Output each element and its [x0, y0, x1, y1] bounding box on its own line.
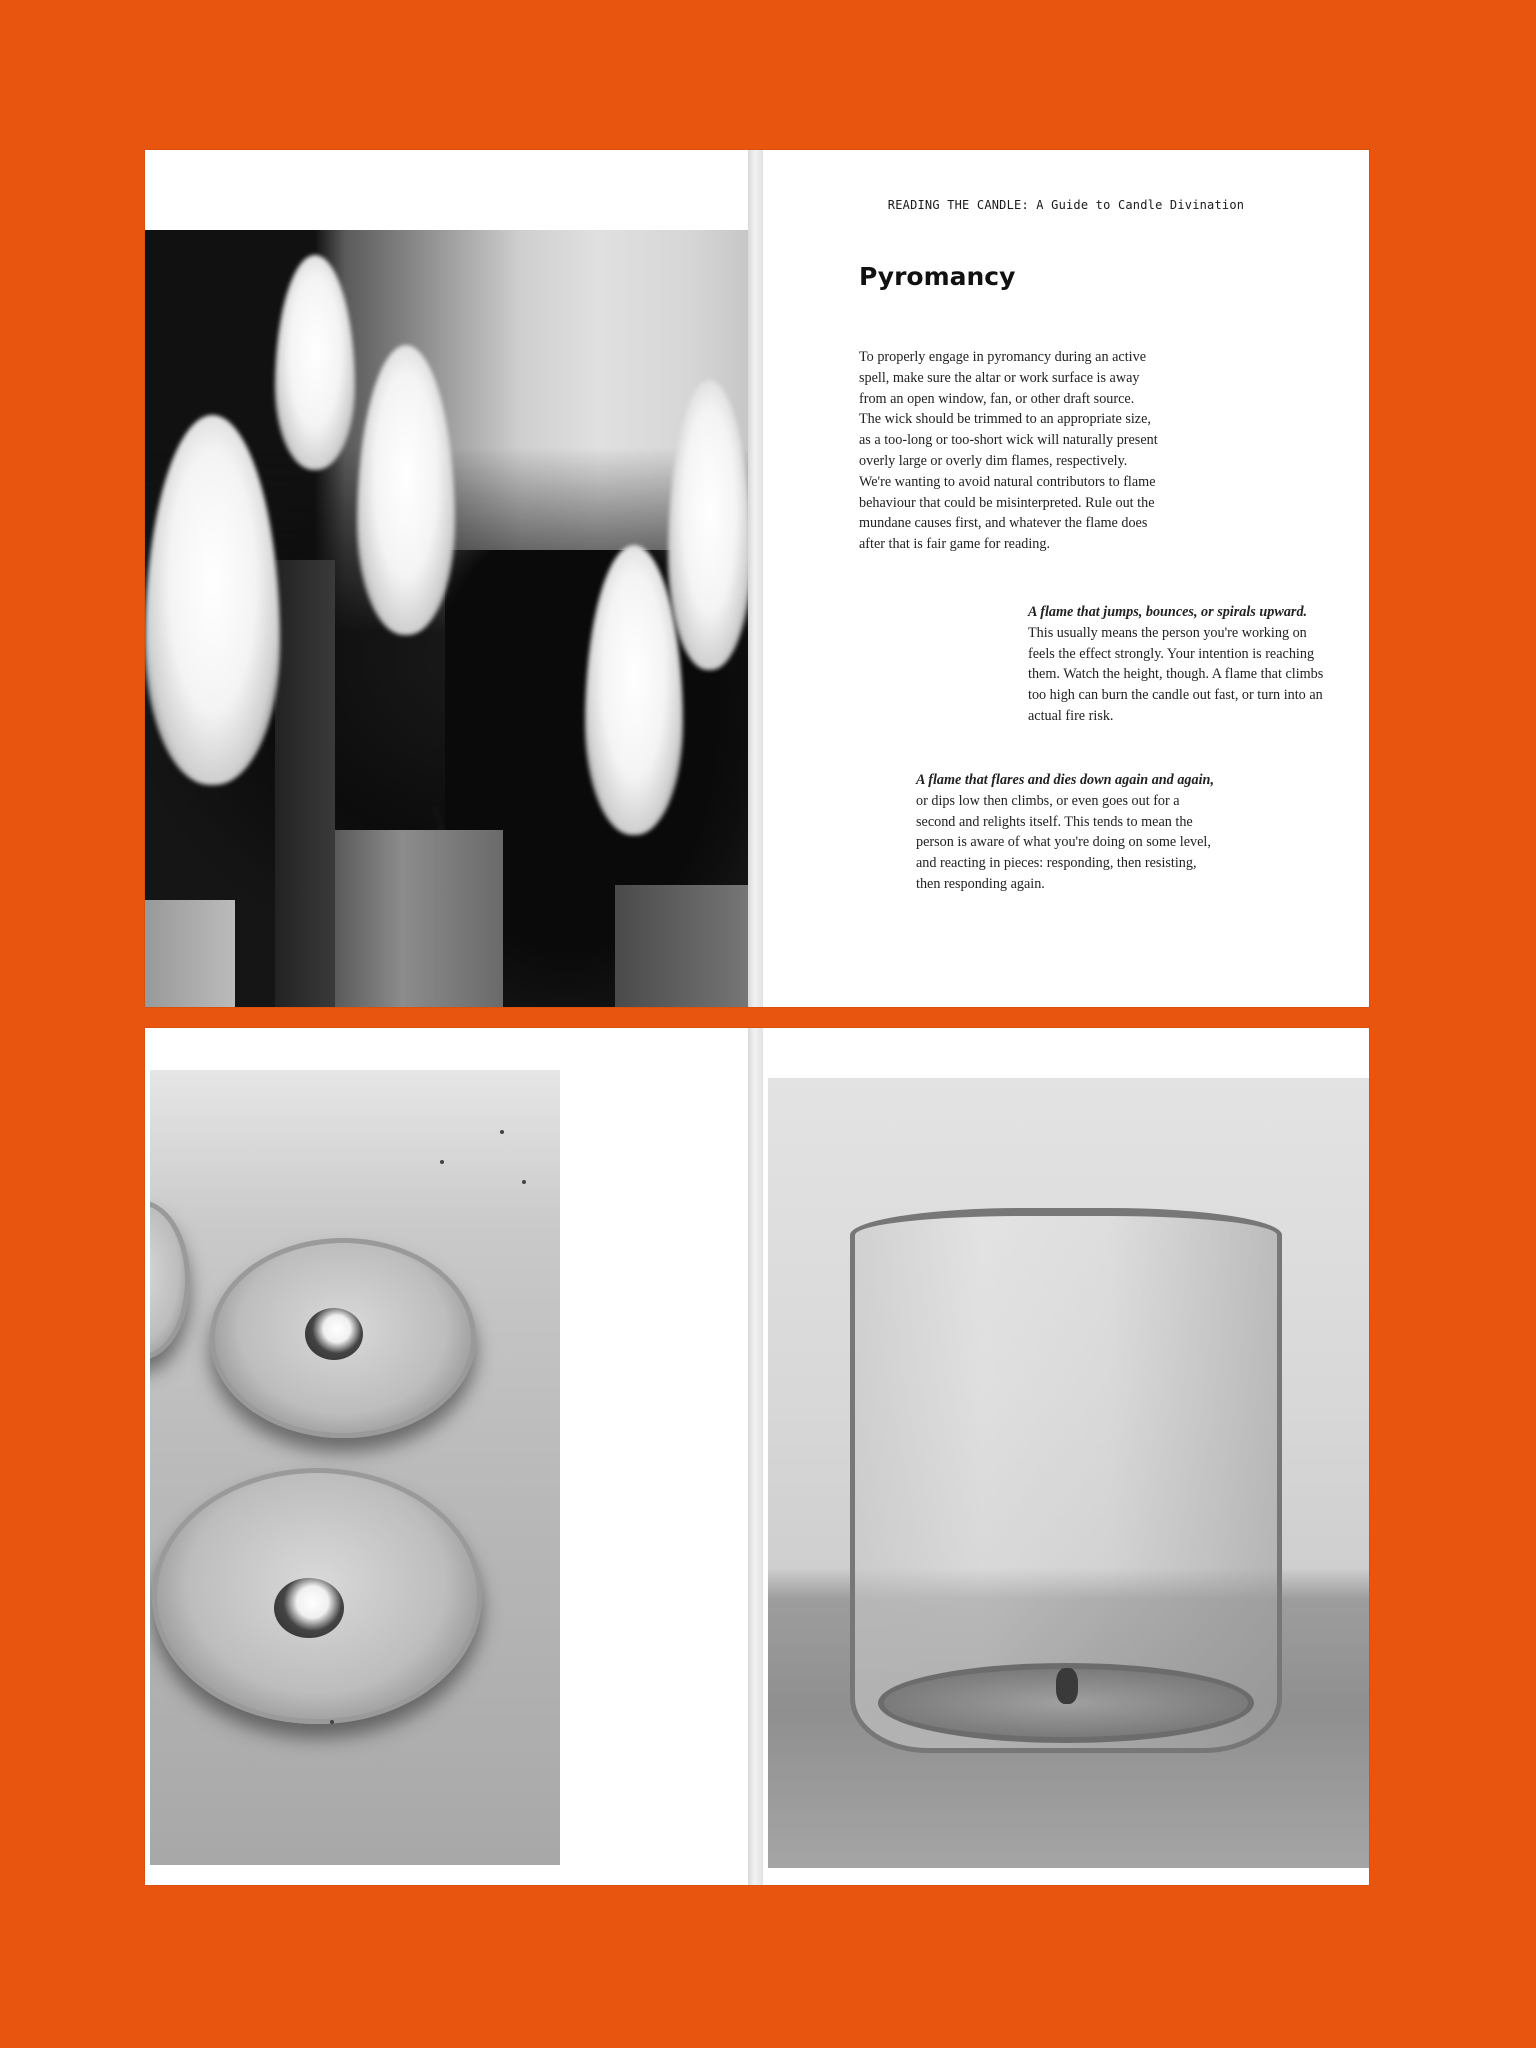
flare-body: or dips low then climbs, or even goes out for a second and relights itself. This tends to mean the person is aware of what you're doing on some level, and reacting in pieces: responding, then resisting, then responding again.: [916, 792, 1211, 892]
photo-page-flames: [145, 150, 751, 1007]
burnt-wick: [1056, 1668, 1078, 1704]
book-gutter: [748, 150, 763, 1007]
candle: [145, 900, 235, 1007]
candle-flames-photo: [145, 230, 751, 1007]
tealight: [210, 1238, 476, 1438]
photo-page-tealights: [145, 1028, 751, 1885]
jump-body: This usually means the person you're working on feels the effect strongly. Your intention is reaching them. Watch the height, though. A flame that climbs too high can burn the candle out fast, or turn into an actual fire risk.: [1028, 624, 1324, 724]
top-spread: [145, 150, 1369, 1007]
tealight: [152, 1468, 482, 1724]
running-head: READING THE CANDLE: A Guide to Candle Divination: [887, 198, 1245, 212]
jump-lead-in: A flame that jumps, bounces, or spirals upward.: [1028, 604, 1308, 620]
book-gutter: [748, 1028, 763, 1885]
flare-paragraph: [916, 770, 1218, 895]
text-page: [763, 150, 1369, 1007]
flare-lead-in: A flame that flares and dies down again and again,: [916, 772, 1214, 788]
tealights-photo: [150, 1070, 560, 1865]
tealight-wick: [274, 1578, 344, 1638]
tealight-wick: [305, 1308, 363, 1360]
photo-page-glass: [763, 1028, 1369, 1885]
intro-paragraph: To properly engage in pyromancy during an active spell, make sure the altar or work surface is away from an open window, fan, or other draft source. The wick should be trimmed to an appropriate size, as a too-long or too-short wick will naturally present overly large or overly dim flames, respectively. We're wanting to avoid natural contributors to flame behaviour that could be misinterpreted. Rule out the mundane causes first, and whatever the flame does after that is fair game for reading.: [859, 349, 1158, 553]
tealight: [150, 1200, 190, 1360]
glass-votive-photo: [768, 1078, 1369, 1868]
bottom-spread: [145, 1028, 1369, 1885]
candle: [615, 885, 751, 1007]
candle: [335, 830, 503, 1007]
jump-paragraph: [1028, 602, 1326, 727]
chapter-title: Pyromancy: [859, 262, 1016, 291]
